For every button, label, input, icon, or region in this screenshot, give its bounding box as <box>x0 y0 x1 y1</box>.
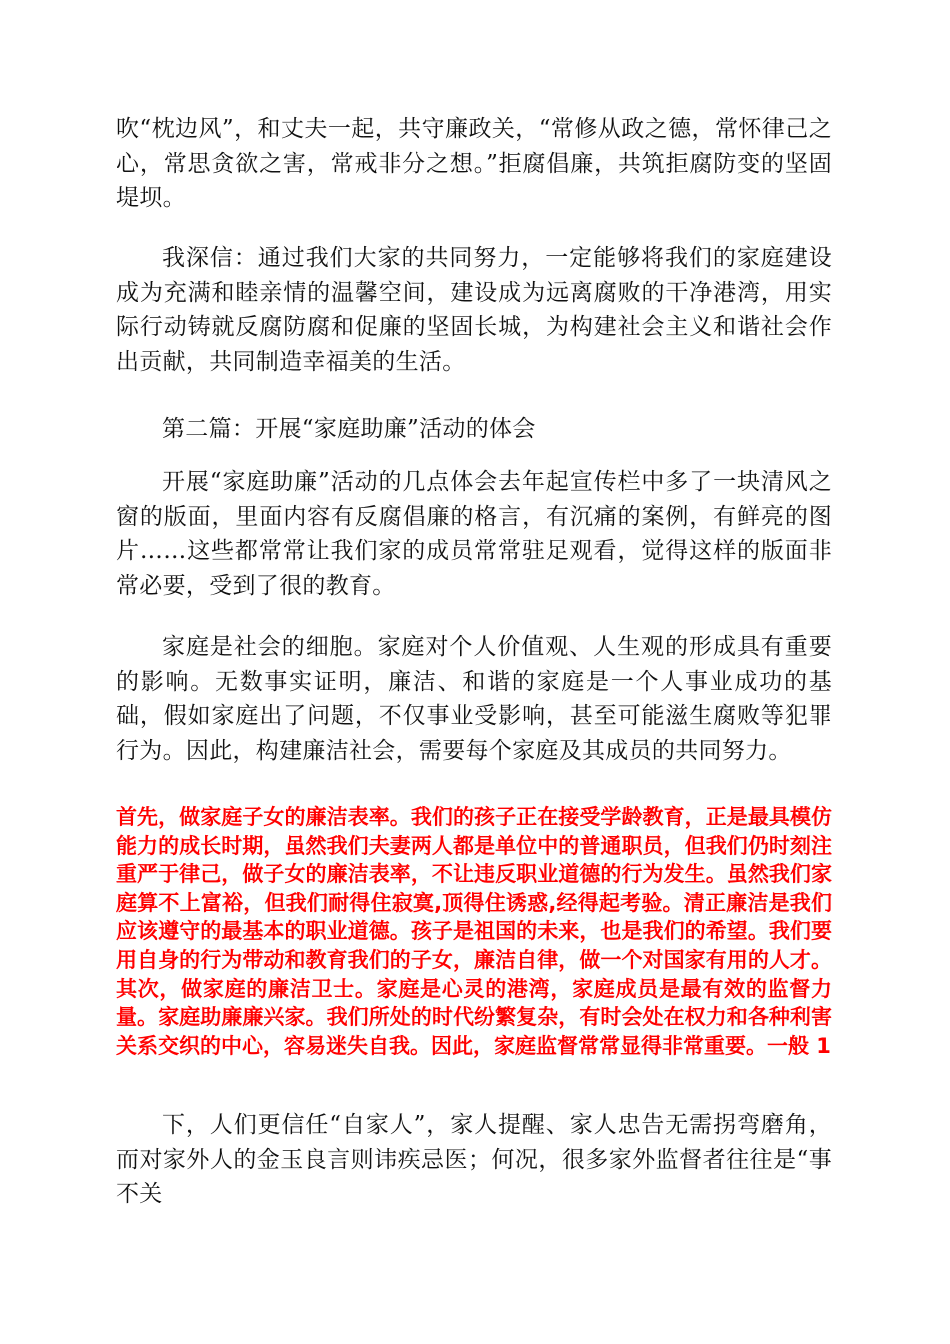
paragraph-belief: 我深信：通过我们大家的共同努力，一定能够将我们的家庭建设成为充满和睦亲情的温馨空间，建设成为远离腐败的干净港湾，用实际行动铸就反腐防腐和促廉的坚固长城，为构建社会主义和谐社会作出贡献，共同制造幸福美的生活。 <box>116 245 832 376</box>
highlighted-paragraph-role-model: 首先，做家庭子女的廉洁表率。我们的孩子正在接受学龄教育，正是最具模仿能力的成长时期，虽然我们夫妻两人都是单位中的普通职员，但我们仍时刻注重严于律己，做子女的廉洁表率，不让违反职业道德的行为发生。虽然我们家庭算不上富裕，但我们耐得住寂寞,顶得住诱惑,经得起考验。清正廉洁是我们应该遵守的最基本的职业道德。孩子是祖国的未来，也是我们的希望。我们要用自身的行为带动和教育我们的子女，廉洁自律，做一个对国家有用的人才。其次，做家庭的廉洁卫士。家庭是心灵的港湾，家庭成员是最有效的监督力量。家庭助廉廉兴家。我们所处的时代纷繁复杂，有时会处在权力和各种利害关系交织的中心，容易迷失自我。因此，家庭监督常常显得非常重要。一般 1 <box>116 805 832 1058</box>
section-heading-second-article: 第二篇：开展“家庭助廉”活动的体会 <box>162 416 536 442</box>
paragraph-activity-experience: 开展“家庭助廉”活动的几点体会去年起宣传栏中多了一块清风之窗的版面，里面内容有反腐倡廉的格言，有沉痛的案例，有鲜亮的图片……这些都常常让我们家的成员常常驻足观看，觉得这样的版面非常必要，受到了很的教育。 <box>116 469 832 600</box>
paragraph-pillow-talk: 吹“枕边风”，和丈夫一起，共守廉政关，“常修从政之德，常怀律己之心，常思贪欲之害，常戒非分之想。”拒腐倡廉，共筑拒腐防变的坚固堤坝。 <box>116 116 832 212</box>
paragraph-family-cell: 家庭是社会的细胞。家庭对个人价值观、人生观的形成具有重要的影响。无数事实证明，廉洁、和谐的家庭是一个人事业成功的基础，假如家庭出了问题，不仅事业受影响，甚至可能滋生腐败等犯罪行为。因此，构建廉洁社会，需要每个家庭及其成员的共同努力。 <box>116 634 832 765</box>
paragraph-trust-family: 下，人们更信任“自家人”，家人提醒、家人忠告无需拐弯磨角，而对家外人的金玉良言则讳疾忌医；何况，很多家外监督者往往是“事不关 <box>116 1112 832 1208</box>
